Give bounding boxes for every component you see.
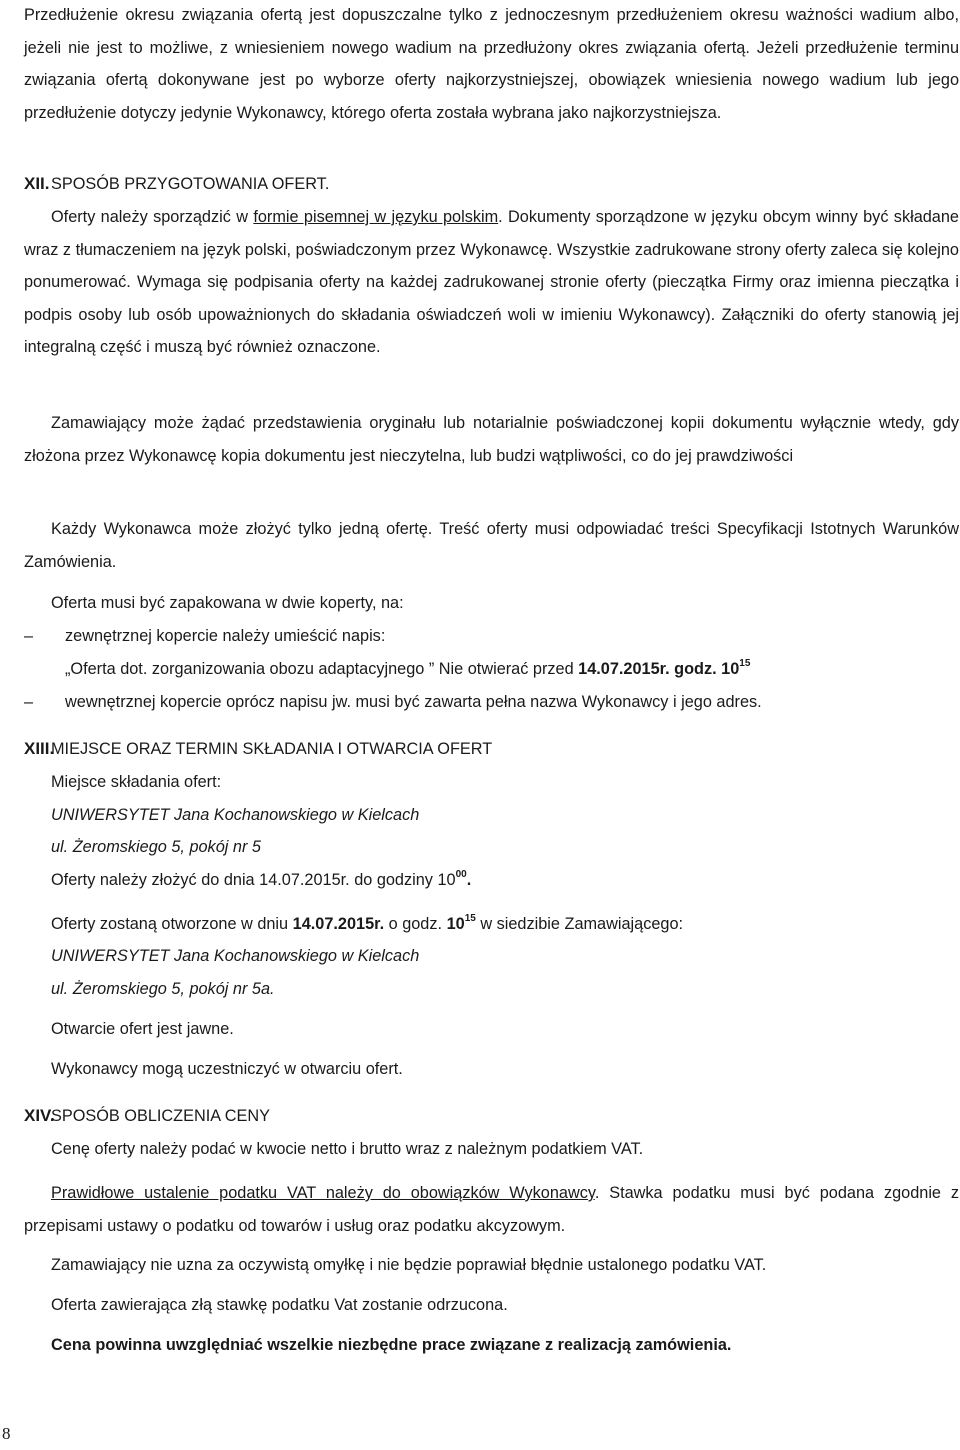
wrong-vat-rejection-note: Oferta zawierająca złą stawkę podatku Vat zostanie odrzucona. xyxy=(51,1296,508,1314)
section-14-title: SPOSÓB OBLICZENIA CENY xyxy=(51,1107,270,1125)
submission-deadline: Oferty należy złożyć do dnia 14.07.2015r. do godziny $10^{00}$. xyxy=(51,868,472,889)
envelope-inner-item: wewnętrznej kopercie oprócz napisu jw. musi być zawarta pełna nazwa Wykonawcy i jego adres. xyxy=(65,693,762,711)
section-12-number: XII. xyxy=(24,174,50,193)
section-12-title: SPOSÓB PRZYGOTOWANIA OFERT. xyxy=(51,175,330,193)
envelope-label-text: „Oferta dot. zorganizowania obozu adaptacyjnego ” Nie otwierać przed 14.07.2015r. godz. $10^{15}$ xyxy=(65,657,751,678)
section-13-title: MIEJSCE ORAZ TERMIN SKŁADANIA I OTWARCIA OFERT xyxy=(51,740,493,758)
section-13-number: XIII. xyxy=(24,739,55,758)
opening-date: Oferty zostaną otworzone w dniu 14.07.2015r. o godz. $10^{15}$ w siedzibie Zamawiającego: xyxy=(51,912,684,933)
submission-institution: UNIWERSYTET Jana Kochanowskiego w Kielcach xyxy=(51,806,420,824)
price-scope-note: Cena powinna uwzględniać wszelkie niezbędne prace związane z realizacją zamówienia. xyxy=(51,1336,732,1354)
opening-institution: UNIWERSYTET Jana Kochanowskiego w Kielcach xyxy=(51,947,420,965)
underlined-phrase: formie pisemnej w języku polskim xyxy=(253,208,499,226)
intro-paragraph: Przedłużenie okresu związania ofertą jest dopuszczalne tylko z jednoczesnym przedłużeniem okresu ważności wadium albo, jeżeli nie jest to możliwe, z wniesieniem nowego wadium na przedłużony okres związania ofertą. Jeżeli przedłużenie terminu związania ofertą dokonywane jest po wyborze oferty najkorzystniejszej, obowiązek wniesienia nowego wadium lub jego przedłużenie dotyczy jedynie Wykonawcy, którego oferta została wybrana jako najkorzystniejsza. xyxy=(24,6,959,122)
section-12-paragraph-2: Zamawiający może żądać przedstawienia oryginału lub notarialnie poświadczonej kopii dokumentu wyłącznie wtedy, gdy złożona przez Wykonawcę kopia dokumentu jest nieczytelna, lub budzi wątpliwości, co do jej prawdziwości xyxy=(24,414,959,465)
vat-paragraph: Prawidłowe ustalenie podatku VAT należy do obowiązków Wykonawcy. Stawka podatku musi być podana zgodnie z przepisami ustawy o podatku od towarów i usług oraz podatku akcyzowym. xyxy=(24,1184,960,1235)
section-14-number: XIV. xyxy=(24,1106,55,1125)
opening-public-note: Otwarcie ofert jest jawne. xyxy=(51,1020,234,1038)
envelope-outer-item: zewnętrznej kopercie należy umieścić napis: xyxy=(65,627,386,645)
section-12-paragraph-3: Każdy Wykonawca może złożyć tylko jedną ofertę. Treść oferty musi odpowiadać treści Specyfikacji Istotnych Warunków Zamówienia. xyxy=(24,520,959,571)
price-statement: Cenę oferty należy podać w kwocie netto i brutto wraz z należnym podatkiem VAT. xyxy=(51,1140,644,1158)
list-dash-2: – xyxy=(24,693,34,711)
vat-error-note: Zamawiający nie uzna za oczywistą omyłkę i nie będzie poprawiał błędnie ustalonego podatku VAT. xyxy=(51,1256,767,1274)
contractors-participation-note: Wykonawcy mogą uczestniczyć w otwarciu ofert. xyxy=(51,1060,403,1078)
submission-address: ul. Żeromskiego 5, pokój nr 5 xyxy=(51,838,261,856)
submission-place-label: Miejsce składania ofert: xyxy=(51,773,222,791)
list-dash-1: – xyxy=(24,627,34,645)
page-number: 8 xyxy=(2,1424,11,1443)
section-12-paragraph-1: Oferty należy sporządzić w formie pisemnej w języku polskim. Dokumenty sporządzone w języku obcym winny być składane wraz z tłumaczeniem na język polski, poświadczonym przez Wykonawcę. Wszystkie zadrukowane strony oferty zaleca się kolejno ponumerować. Wymaga się podpisania oferty na każdej zadrukowanej stronie oferty (pieczątka Firmy oraz imienna pieczątka i podpis osoby lub osób upoważnionych do składania oświadczeń woli w imieniu Wykonawcy). Załączniki do oferty stanowią jej integralną część i muszą być również oznaczone. xyxy=(24,208,959,356)
opening-address: ul. Żeromskiego 5, pokój nr 5a. xyxy=(51,980,275,998)
underlined-vat-phrase: Prawidłowe ustalenie podatku VAT należy do obowiązków Wykonawcy xyxy=(51,1184,595,1202)
section-12-paragraph-4: Oferta musi być zapakowana w dwie koperty, na: xyxy=(51,594,404,612)
